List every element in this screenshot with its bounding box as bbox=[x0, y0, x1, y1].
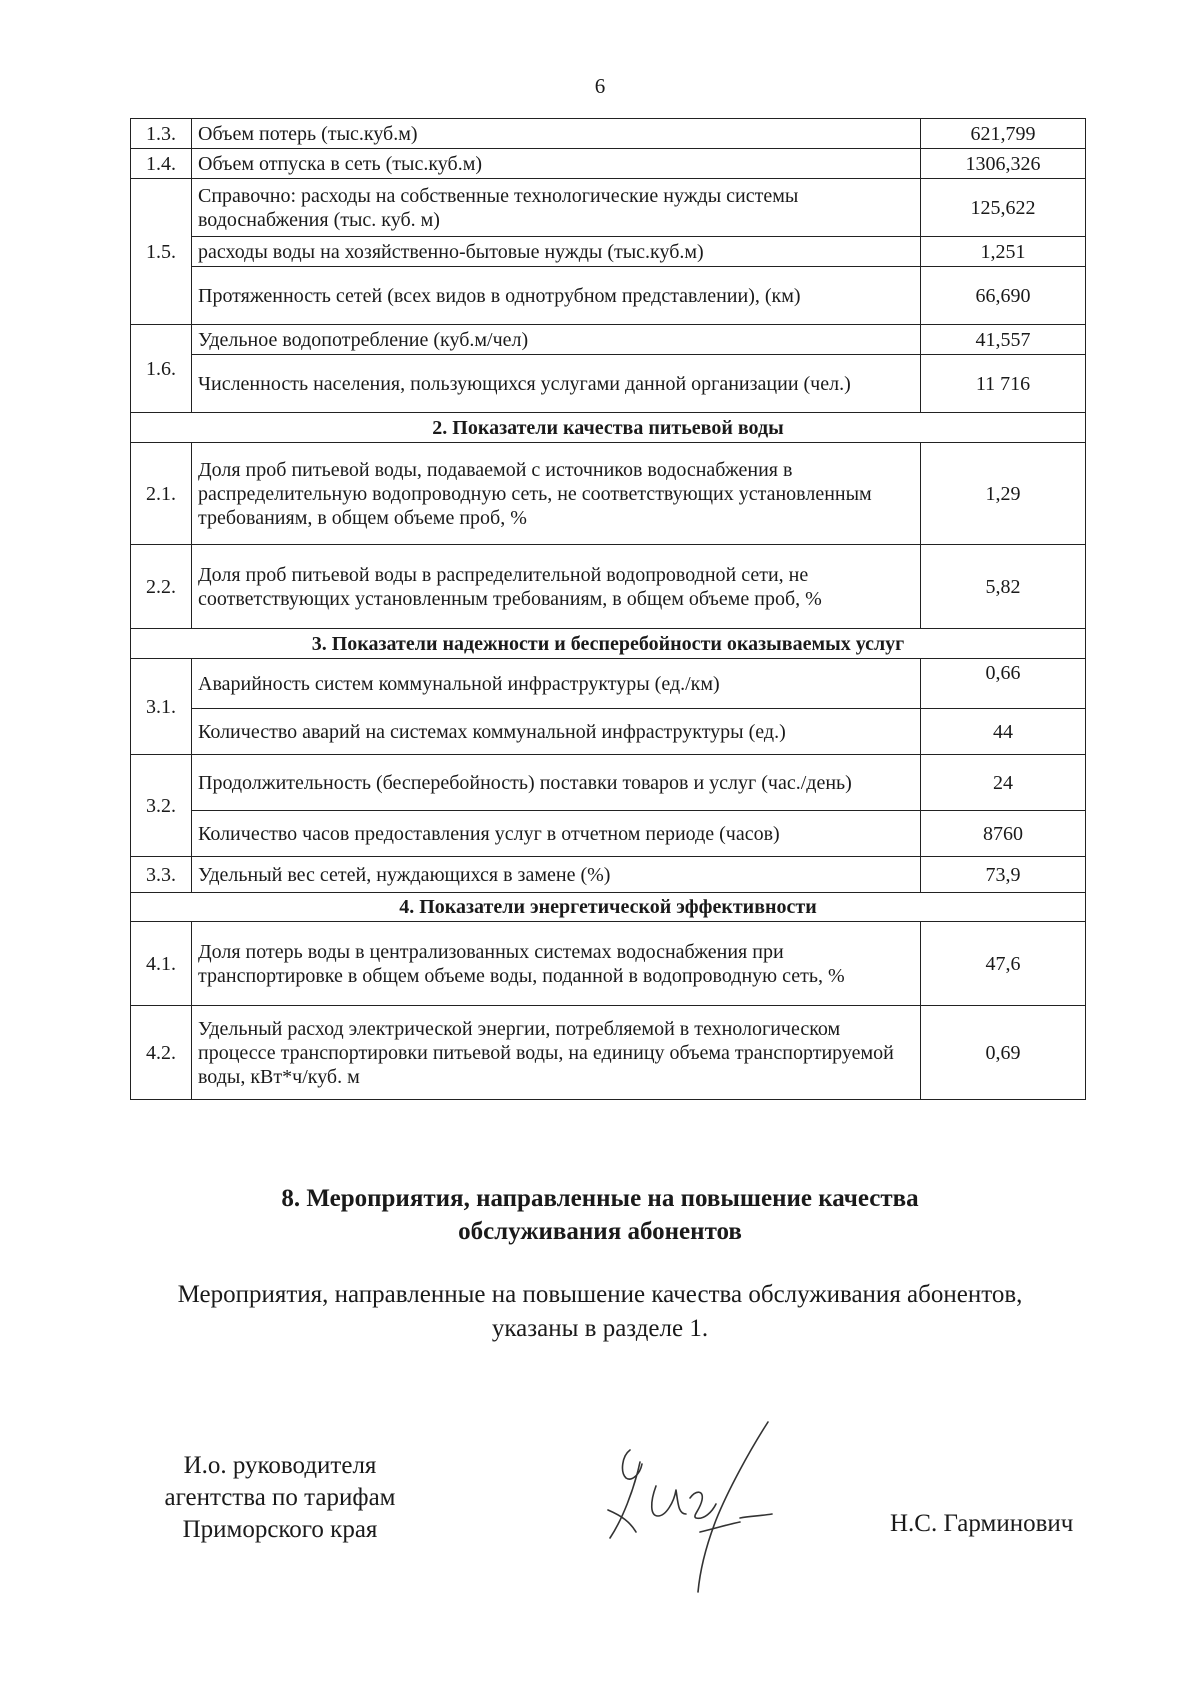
row-label: расходы воды на хозяйственно-бытовые нужды (тыс.куб.м) bbox=[192, 237, 921, 267]
position-line: И.о. руководителя bbox=[183, 1452, 377, 1479]
row-value: 1,251 bbox=[921, 237, 1086, 267]
table-row bbox=[131, 179, 1086, 237]
table-row bbox=[131, 237, 1086, 267]
handwritten-signature bbox=[600, 1420, 810, 1595]
row-label: Удельное водопотребление (куб.м/чел) bbox=[192, 325, 921, 355]
row-value: 8760 bbox=[921, 811, 1086, 857]
table-row bbox=[131, 922, 1086, 1006]
row-label: Протяженность сетей (всех видов в однотрубном представлении), (км) bbox=[192, 267, 921, 325]
position-line: агентства по тарифам bbox=[164, 1484, 396, 1511]
paragraph-line: указаны в разделе 1. bbox=[491, 1315, 709, 1342]
position-line: Приморского края bbox=[182, 1516, 378, 1543]
row-label: Доля проб питьевой воды, подаваемой с источников водоснабжения в распределительную водопроводную сеть, не соответствующих установленным требованиям, в общем объеме проб, % bbox=[192, 443, 921, 545]
table-row bbox=[131, 755, 1086, 811]
row-label: Доля проб питьевой воды в распределительной водопроводной сети, не соответствующих установленным требованиям, в общем объеме проб, % bbox=[192, 545, 921, 629]
table-row bbox=[131, 811, 1086, 857]
row-value: 621,799 bbox=[921, 119, 1086, 149]
paragraph-line: Мероприятия, направленные на повышение качества обслуживания абонентов, bbox=[177, 1281, 1023, 1308]
section-row bbox=[131, 413, 1086, 443]
heading-line: 8. Мероприятия, направленные на повышение качества bbox=[281, 1185, 919, 1212]
row-label: Справочно: расходы на собственные технологические нужды системы водоснабжения (тыс. куб. м) bbox=[192, 179, 921, 237]
signatory-position bbox=[140, 1450, 420, 1546]
section-heading: 2. Показатели качества питьевой воды bbox=[131, 413, 1086, 443]
row-number: 1.6. bbox=[131, 325, 192, 413]
row-value: 47,6 bbox=[921, 922, 1086, 1006]
row-value: 73,9 bbox=[921, 857, 1086, 893]
row-label: Объем потерь (тыс.куб.м) bbox=[192, 119, 921, 149]
row-value: 66,690 bbox=[921, 267, 1086, 325]
row-number: 3.1. bbox=[131, 659, 192, 755]
row-label: Доля потерь воды в централизованных системах водоснабжения при транспортировке в общем объеме воды, поданной в водопроводную сеть, % bbox=[192, 922, 921, 1006]
row-value: 125,622 bbox=[921, 179, 1086, 237]
section-row bbox=[131, 629, 1086, 659]
row-value: 44 bbox=[921, 709, 1086, 755]
row-value: 5,82 bbox=[921, 545, 1086, 629]
table-row bbox=[131, 545, 1086, 629]
row-value: 41,557 bbox=[921, 325, 1086, 355]
row-label: Численность населения, пользующихся услугами данной организации (чел.) bbox=[192, 355, 921, 413]
section-heading: 3. Показатели надежности и бесперебойности оказываемых услуг bbox=[131, 629, 1086, 659]
row-label: Удельный вес сетей, нуждающихся в замене (%) bbox=[192, 857, 921, 893]
row-value: 1,29 bbox=[921, 443, 1086, 545]
table-row bbox=[131, 659, 1086, 709]
table-row bbox=[131, 325, 1086, 355]
section-heading: 4. Показатели энергетической эффективности bbox=[131, 893, 1086, 922]
row-value: 0,66 bbox=[921, 659, 1086, 709]
row-number: 4.1. bbox=[131, 922, 192, 1006]
page-number: 6 bbox=[594, 74, 606, 98]
table-row bbox=[131, 443, 1086, 545]
row-label: Удельный расход электрической энергии, потребляемой в технологическом процессе транспортировки питьевой воды, на единицу объема транспортируемой воды, кВт*ч/куб. м bbox=[192, 1006, 921, 1100]
row-number: 1.5. bbox=[131, 179, 192, 325]
row-number: 2.2. bbox=[131, 545, 192, 629]
row-number: 3.3. bbox=[131, 857, 192, 893]
indicators-table bbox=[130, 118, 1086, 1100]
heading-line: обслуживания абонентов bbox=[458, 1218, 742, 1245]
row-number: 3.2. bbox=[131, 755, 192, 857]
row-label: Аварийность систем коммунальной инфраструктуры (ед./км) bbox=[192, 659, 921, 709]
section-8-heading bbox=[0, 1182, 1200, 1248]
section-8-paragraph bbox=[0, 1278, 1200, 1346]
row-value: 0,69 bbox=[921, 1006, 1086, 1100]
row-value: 24 bbox=[921, 755, 1086, 811]
row-value: 11 716 bbox=[921, 355, 1086, 413]
row-number: 1.4. bbox=[131, 149, 192, 179]
table-row bbox=[131, 1006, 1086, 1100]
row-label: Объем отпуска в сеть (тыс.куб.м) bbox=[192, 149, 921, 179]
table-row bbox=[131, 149, 1086, 179]
table-row bbox=[131, 857, 1086, 893]
row-number: 4.2. bbox=[131, 1006, 192, 1100]
row-label: Количество аварий на системах коммунальной инфраструктуры (ед.) bbox=[192, 709, 921, 755]
table-row bbox=[131, 119, 1086, 149]
row-label: Количество часов предоставления услуг в отчетном периоде (часов) bbox=[192, 811, 921, 857]
table-row bbox=[131, 709, 1086, 755]
signatory-name: Н.С. Гарминович bbox=[890, 1510, 1074, 1537]
row-number: 1.3. bbox=[131, 119, 192, 149]
table-row bbox=[131, 267, 1086, 325]
table-row bbox=[131, 355, 1086, 413]
row-value: 1306,326 bbox=[921, 149, 1086, 179]
row-number: 2.1. bbox=[131, 443, 192, 545]
section-row bbox=[131, 893, 1086, 922]
row-label: Продолжительность (бесперебойность) поставки товаров и услуг (час./день) bbox=[192, 755, 921, 811]
